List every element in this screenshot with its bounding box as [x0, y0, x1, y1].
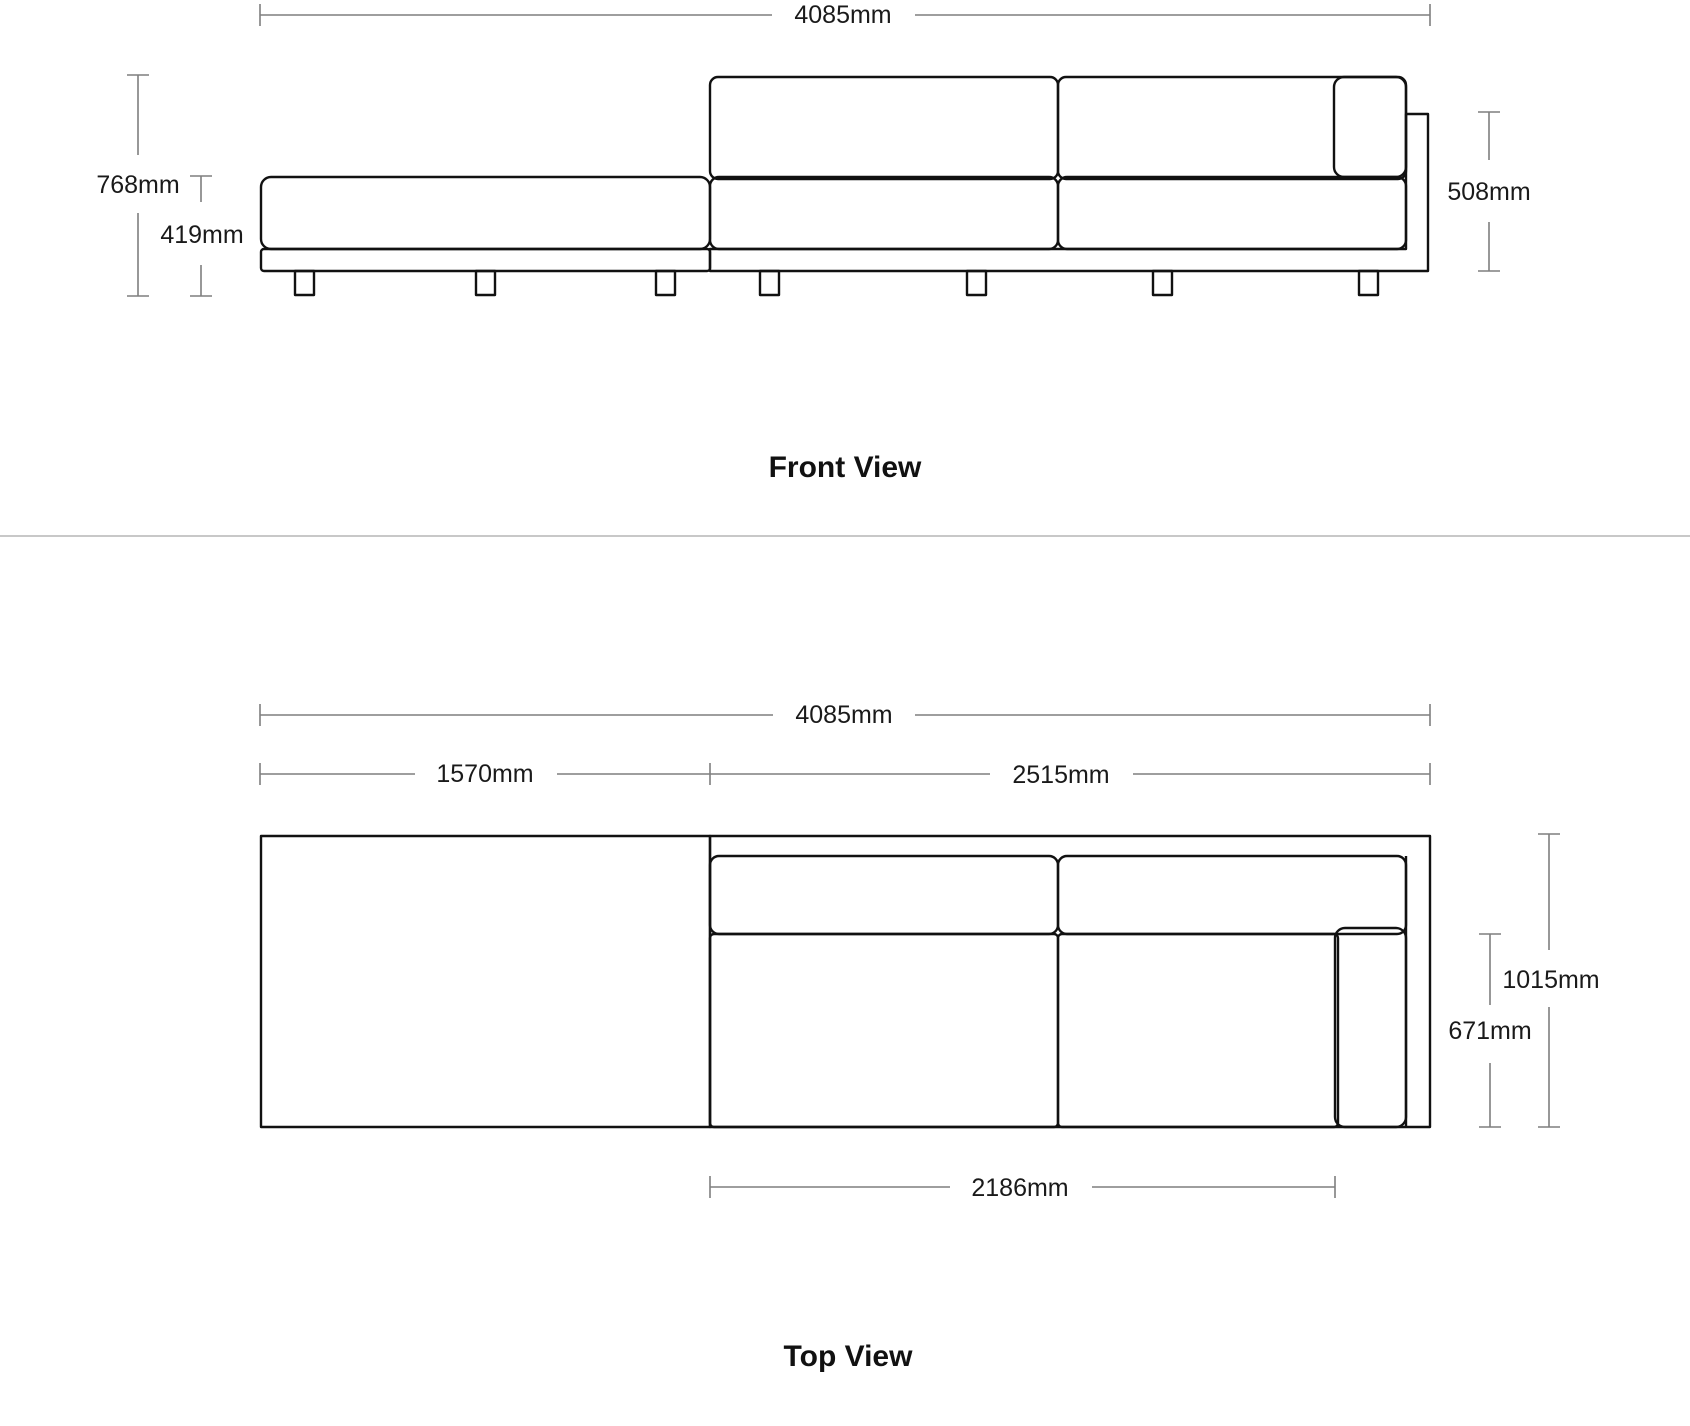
back-cushion-left-top [710, 856, 1058, 934]
front-view [96, 1, 1530, 484]
top-chaise-width-label: 1570mm [436, 760, 534, 788]
front-overall-width-label: 4085mm [794, 1, 892, 29]
leg [656, 271, 675, 295]
seat-cushion-left-top [710, 934, 1058, 1127]
seat-cushion-left [710, 177, 1058, 249]
front-view-title: Front View [768, 451, 922, 484]
leg [1359, 271, 1378, 295]
seat-cushion-right [1058, 177, 1406, 249]
back-cushion-right-top [1058, 856, 1406, 934]
top-view-title: Top View [783, 1340, 913, 1373]
chaise-base [261, 249, 710, 271]
top-view [260, 701, 1600, 1373]
front-sofa-outline [261, 77, 1428, 295]
top-seat-depth-label: 671mm [1448, 1017, 1532, 1045]
arm-cushion-top [1335, 928, 1406, 1127]
chaise-top [261, 836, 710, 1127]
leg [295, 271, 314, 295]
sofa-frame-top [710, 836, 1430, 1127]
arm-cushion [1334, 77, 1406, 177]
top-sofa-width-label: 2515mm [1012, 761, 1110, 789]
top-sofa-outline [261, 836, 1430, 1127]
chaise-seat-cushion [261, 177, 710, 249]
leg [476, 271, 495, 295]
back-cushion-right [1058, 77, 1406, 179]
leg [967, 271, 986, 295]
top-overall-depth-label: 1015mm [1502, 966, 1600, 994]
sofa-base-frame [710, 114, 1428, 271]
seat-cushion-right-top [1058, 934, 1338, 1127]
top-seat-width-label: 2186mm [971, 1174, 1069, 1202]
top-overall-width-label: 4085mm [795, 701, 893, 729]
front-seat-height-label: 419mm [160, 221, 244, 249]
front-overall-height-label: 768mm [96, 171, 180, 199]
front-back-height-label: 508mm [1447, 178, 1531, 206]
back-cushion-left [710, 77, 1058, 179]
leg [1153, 271, 1172, 295]
leg [760, 271, 779, 295]
